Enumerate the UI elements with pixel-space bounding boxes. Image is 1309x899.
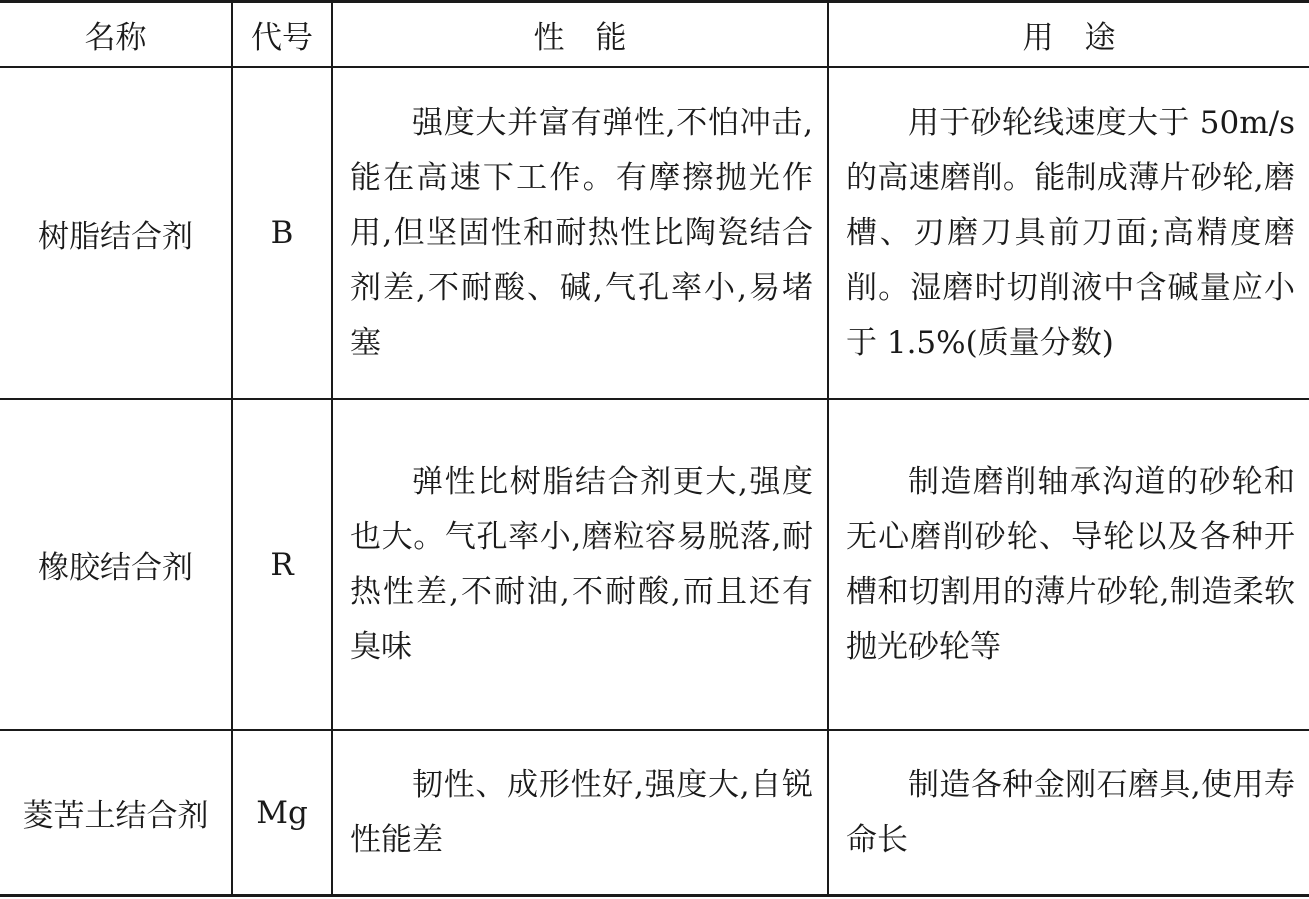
cell-code: B: [232, 67, 332, 399]
table-header: [0, 2, 1309, 68]
cell-name: 菱苦土结合剂: [0, 730, 232, 896]
cell-usage: [828, 730, 1309, 896]
table-body: [0, 67, 1309, 896]
cell-performance: [332, 730, 828, 896]
header-usage: 用 途: [828, 2, 1309, 68]
header-performance: 性 能: [332, 2, 828, 68]
usage-text: 制造各种金刚石磨具,使用寿命长: [846, 766, 1295, 858]
cell-name: 橡胶结合剂: [0, 399, 232, 730]
cell-code: R: [232, 399, 332, 730]
header-name: 名称: [0, 2, 232, 68]
usage-text: 用于砂轮线速度大于 50m/s 的高速磨削。能制成薄片砂轮,磨槽、刃磨刀具前刀面;高精度磨削。湿磨时切削液中含碱量应小于 1.5%(质量分数): [846, 104, 1295, 361]
cell-performance: [332, 67, 828, 399]
usage-text: 制造磨削轴承沟道的砂轮和无心磨削砂轮、导轮以及各种开槽和切割用的薄片砂轮,制造柔软抛光砂轮等: [846, 463, 1295, 665]
performance-text: 强度大并富有弹性,不怕冲击,能在高速下工作。有摩擦抛光作用,但坚固性和耐热性比陶瓷结合剂差,不耐酸、碱,气孔率小,易堵塞: [350, 104, 813, 361]
performance-text: 韧性、成形性好,强度大,自锐性能差: [350, 766, 813, 858]
table-row: [0, 399, 1309, 730]
header-row: [0, 2, 1309, 68]
cell-usage: [828, 67, 1309, 399]
table-row: [0, 730, 1309, 896]
cell-performance: [332, 399, 828, 730]
performance-text: 弹性比树脂结合剂更大,强度也大。气孔率小,磨粒容易脱落,耐热性差,不耐油,不耐酸,而且还有臭味: [350, 463, 813, 665]
cell-usage: [828, 399, 1309, 730]
cell-code: Mg: [232, 730, 332, 896]
table-row: [0, 67, 1309, 399]
header-code: 代号: [232, 2, 332, 68]
cell-name: 树脂结合剂: [0, 67, 232, 399]
